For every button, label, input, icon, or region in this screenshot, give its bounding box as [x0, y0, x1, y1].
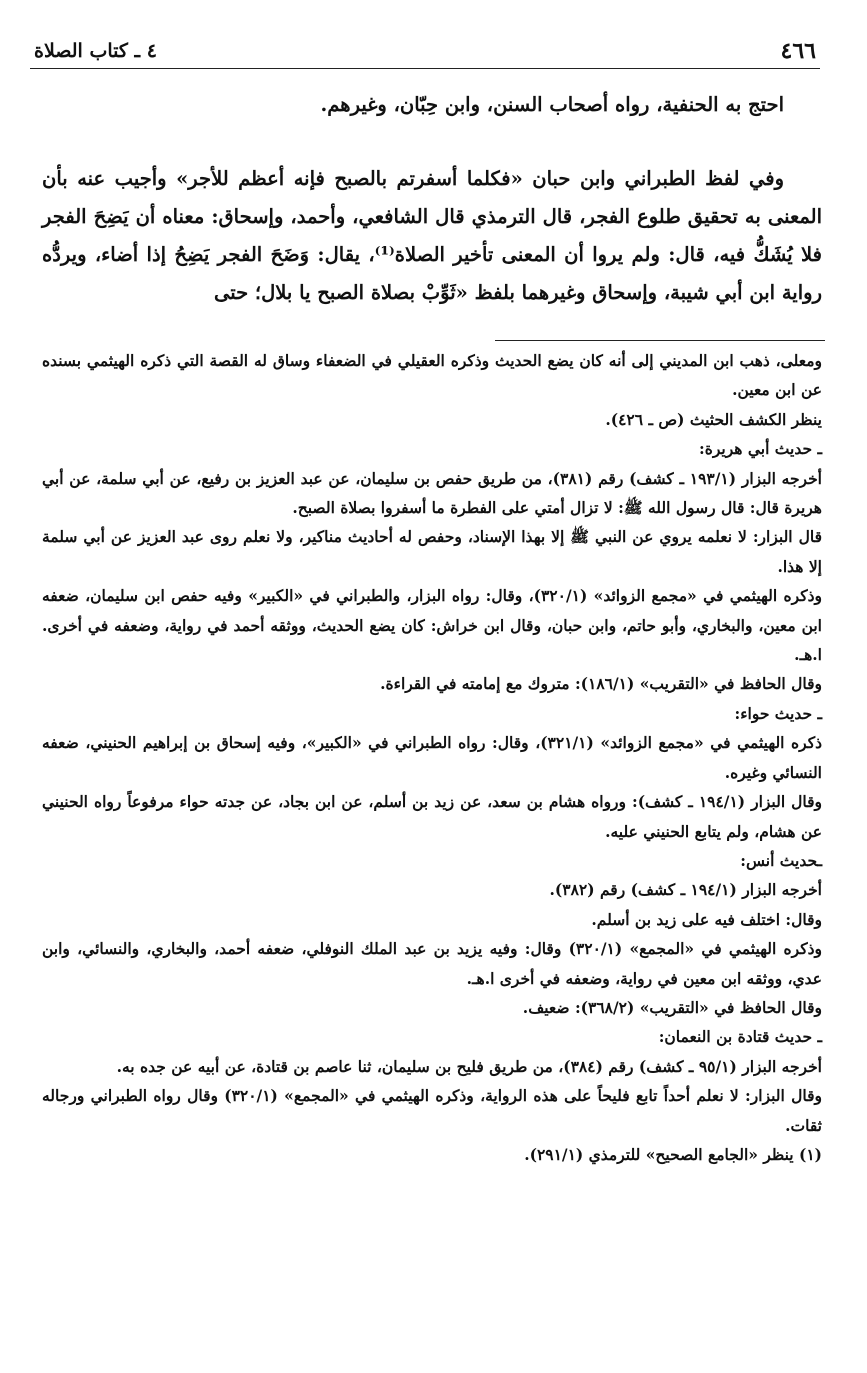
footnote-line: وقال: اختلف فيه على زيد بن أسلم.	[591, 909, 822, 929]
footnote-line: أخرجه البزار (١٩٣/١ ـ كشف) رقم (٣٨١)، من طريق حفص بن سليمان، عن عبد العزيز بن رفيع، عن أبي سلمة، عن أبي هريرة قال: قال رسول الله ﷺ: لا تزال أمتي على الفطرة ما أسفروا بصلاة الصبح.	[42, 468, 822, 518]
footnote-line: وقال الحافظ في «التقريب» (١٨٦/١): متروك مع إمامته في القراءة.	[380, 674, 822, 694]
footnote-line: وذكره الهيثمي في «المجمع» (٣٢٠/١) وقال: وفيه يزيد بن عبد الملك النوفلي، ضعفه أحمد، والبخاري، والنسائي، وابن عدي، ووثقه ابن معين في رواية، وضعفه في أخرى ا.هـ.	[42, 939, 822, 988]
running-title: ٤ ـ كتاب الصلاة	[34, 40, 157, 62]
footnote-line: ذكره الهيثمي في «مجمع الزوائد» (٣٢١/١)، وقال: رواه الطبراني في «الكبير»، وفيه إسحاق بن إبراهيم الحنيني، ضعفه النسائي وغيره.	[42, 733, 822, 782]
main-paragraph: احتج به الحنفية، رواه أصحاب السنن، وابن حِبّان، وغيرهم.	[320, 93, 784, 116]
footnote-line: وقال الحافظ في «التقريب» (٣٦٨/٢): ضعيف.	[522, 997, 822, 1017]
main-paragraph: وفي لفظ الطبراني وابن حبان «فكلما أسفرتم بالصبح فإنه أعظم للأجر» وأجيب عنه بأن المعنى به تحقيق طلوع الفجر، قال الترمذي قال الشافعي، وأحمد، وإسحاق: معناه أن يَضِحَ الفجر فلا يُشَكُّ فيه، قال: ولم يروا أن المعنى تأخير الصلاة⁽¹⁾، يقال: وَضَحَ الفجر يَضِحُ إذا أضاء، ويردُّه رواية ابن أبي شيبة، وإسحاق وغيرهما بلفظ «ثَوِّبْ بصلاة الصبح يا بلال؛ حتى	[42, 167, 822, 304]
page-number: ٤٦٦	[780, 38, 816, 64]
footnote-line: ـ حديث حواء:	[734, 703, 822, 723]
footnote-line: (١) ينظر «الجامع الصحيح» للترمذي (٢٩١/١).	[524, 1144, 822, 1164]
footnote-line: ـحديث أنس:	[740, 850, 822, 870]
footnote-line: ينظر الكشف الحثيث (ص ـ ٤٢٦).	[605, 409, 822, 429]
footnote-line: أخرجه البزار (١٩٤/١ ـ كشف) رقم (٣٨٢).	[549, 880, 822, 900]
footnote-line: وقال البزار (١٩٤/١ ـ كشف): ورواه هشام بن سعد، عن زيد بن أسلم، عن ابن بجاد، عن جدته حواء مرفوعاً رواه الحنيني عن هشام، ولم يتابع الحنيني عليه.	[42, 792, 823, 841]
footnote-line: أخرجه البزار (٩٥/١ ـ كشف) رقم (٣٨٤)، من طريق فليح بن سليمان، ثنا عاصم بن قتادة، عن أبيه عن جده به.	[116, 1056, 822, 1076]
footnotes	[42, 346, 822, 1169]
footnote-separator	[495, 340, 825, 341]
page-header	[30, 34, 820, 69]
footnote-line: وذكره الهيثمي في «مجمع الزوائد» (٣٢٠/١)، وقال: رواه البزار، والطبراني في «الكبير» وفيه حفص ابن سليمان، ضعفه ابن معين، والبخاري، وأبو حاتم، وابن حبان، وقال ابن خراش: كان يضع الحديث، ووثقه أحمد في رواية، وضعفه في أخرى. ا.هـ.	[42, 586, 822, 665]
main-text	[42, 86, 822, 312]
footnote-line: ومعلى، ذهب ابن المديني إلى أنه كان يضع الحديث وذكره العقيلي في الضعفاء وساق له القصة التي ذكره الهيثمي بسنده عن ابن معين.	[42, 351, 822, 400]
footnote-line: ـ حديث قتادة بن النعمان:	[658, 1027, 822, 1047]
footnote-line: وقال البزار: لا نعلم أحداً تابع فليحاً على هذه الرواية، وذكره الهيثمي في «المجمع» (٣٢٠/١) وقال رواه الطبراني ورجاله ثقات.	[42, 1086, 822, 1135]
footnote-line: قال البزار: لا نعلمه يروي عن النبي ﷺ إلا بهذا الإسناد، وحفص له أحاديث مناكير، ولا نعلم روى عبد العزيز عن أبي سلمة إلا هذا.	[42, 527, 822, 576]
footnote-line: ـ حديث أبي هريرة:	[699, 439, 822, 459]
